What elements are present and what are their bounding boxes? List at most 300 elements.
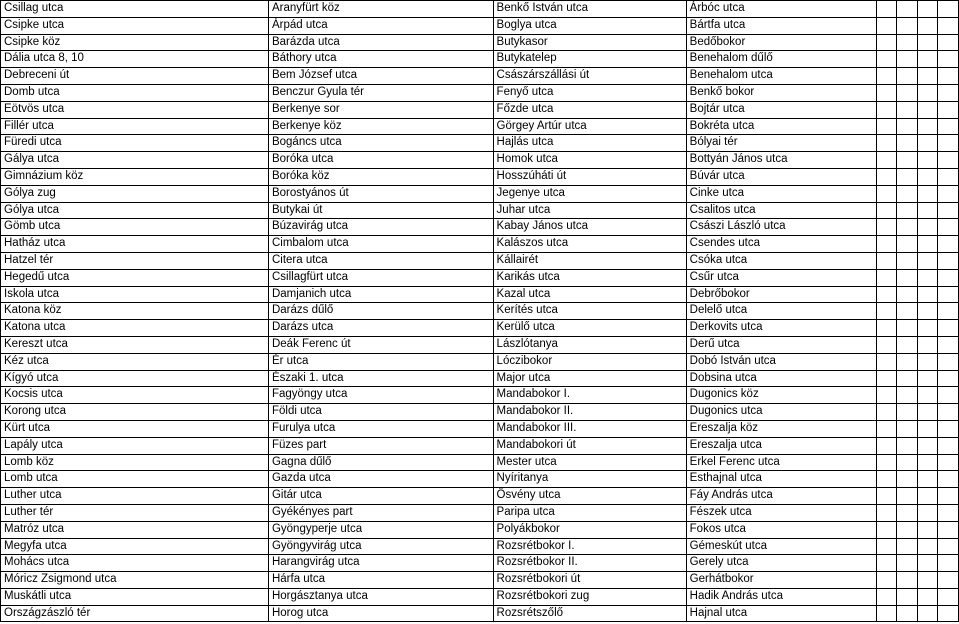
- street-cell[interactable]: Kéz utca: [1, 353, 269, 370]
- empty-cell[interactable]: [938, 51, 959, 68]
- street-cell[interactable]: Berkenye köz: [268, 118, 493, 135]
- street-cell[interactable]: Fagyöngy utca: [268, 387, 493, 404]
- empty-cell[interactable]: [938, 336, 959, 353]
- empty-cell[interactable]: [938, 404, 959, 421]
- empty-cell[interactable]: [897, 504, 918, 521]
- street-cell[interactable]: Rozsrétszőlő: [493, 605, 686, 622]
- table-row: [1, 236, 959, 253]
- table-row: [1, 118, 959, 135]
- street-cell[interactable]: Katona köz: [1, 303, 269, 320]
- street-cell[interactable]: Kazal utca: [493, 286, 686, 303]
- street-cell[interactable]: Gömb utca: [1, 219, 269, 236]
- street-cell[interactable]: Domb utca: [1, 84, 269, 101]
- street-cell[interactable]: Árpád utca: [268, 17, 493, 34]
- empty-cell[interactable]: [917, 1, 938, 18]
- street-cell[interactable]: Csillag utca: [1, 1, 269, 18]
- empty-cell[interactable]: [938, 370, 959, 387]
- empty-cell[interactable]: [876, 286, 897, 303]
- street-cell[interactable]: Csipke köz: [1, 34, 269, 51]
- street-cell[interactable]: Móricz Zsigmond utca: [1, 572, 269, 589]
- street-cell[interactable]: Kocsis utca: [1, 387, 269, 404]
- empty-cell[interactable]: [897, 320, 918, 337]
- empty-cell[interactable]: [876, 68, 897, 85]
- empty-cell[interactable]: [917, 51, 938, 68]
- street-cell[interactable]: Rozsrétbokori út: [493, 572, 686, 589]
- street-cell[interactable]: Lapály utca: [1, 437, 269, 454]
- street-cell[interactable]: Gémeskút utca: [686, 538, 876, 555]
- street-cell[interactable]: Horgásztanya utca: [268, 588, 493, 605]
- empty-cell[interactable]: [938, 84, 959, 101]
- street-cell[interactable]: Kürt utca: [1, 420, 269, 437]
- street-cell[interactable]: Hegedű utca: [1, 269, 269, 286]
- street-cell[interactable]: Bártfa utca: [686, 17, 876, 34]
- street-cell[interactable]: Homok utca: [493, 152, 686, 169]
- street-cell[interactable]: Polyákbokor: [493, 521, 686, 538]
- empty-cell[interactable]: [917, 68, 938, 85]
- empty-cell[interactable]: [897, 252, 918, 269]
- empty-cell[interactable]: [897, 420, 918, 437]
- street-cell[interactable]: Ér utca: [268, 353, 493, 370]
- street-cell[interactable]: Karikás utca: [493, 269, 686, 286]
- street-cell[interactable]: Hosszúháti út: [493, 168, 686, 185]
- street-cell[interactable]: Rozsrétbokor II.: [493, 555, 686, 572]
- empty-cell[interactable]: [917, 101, 938, 118]
- empty-cell[interactable]: [897, 572, 918, 589]
- empty-cell[interactable]: [897, 353, 918, 370]
- empty-cell[interactable]: [938, 185, 959, 202]
- street-cell[interactable]: Gyöngyvirág utca: [268, 538, 493, 555]
- street-cell[interactable]: Kerítés utca: [493, 303, 686, 320]
- empty-cell[interactable]: [917, 572, 938, 589]
- street-cell[interactable]: Derkovits utca: [686, 320, 876, 337]
- street-cell[interactable]: Mandabokor III.: [493, 420, 686, 437]
- street-cell[interactable]: Mohács utca: [1, 555, 269, 572]
- empty-cell[interactable]: [897, 605, 918, 622]
- empty-cell[interactable]: [917, 202, 938, 219]
- empty-cell[interactable]: [917, 84, 938, 101]
- empty-cell[interactable]: [917, 17, 938, 34]
- street-cell[interactable]: Jegenye utca: [493, 185, 686, 202]
- street-cell[interactable]: Butykasor: [493, 34, 686, 51]
- empty-cell[interactable]: [917, 152, 938, 169]
- empty-cell[interactable]: [938, 252, 959, 269]
- empty-cell[interactable]: [917, 538, 938, 555]
- street-cell[interactable]: Lászlótanya: [493, 336, 686, 353]
- empty-cell[interactable]: [876, 572, 897, 589]
- street-cell[interactable]: Földi utca: [268, 404, 493, 421]
- empty-cell[interactable]: [917, 370, 938, 387]
- street-cell[interactable]: Luther utca: [1, 488, 269, 505]
- empty-cell[interactable]: [876, 1, 897, 18]
- empty-cell[interactable]: [876, 488, 897, 505]
- empty-cell[interactable]: [876, 168, 897, 185]
- street-cell[interactable]: Barázda utca: [268, 34, 493, 51]
- street-cell[interactable]: Árbóc utca: [686, 1, 876, 18]
- empty-cell[interactable]: [876, 538, 897, 555]
- street-cell[interactable]: Mandabokor I.: [493, 387, 686, 404]
- empty-cell[interactable]: [897, 286, 918, 303]
- empty-cell[interactable]: [876, 185, 897, 202]
- street-cell[interactable]: Deák Ferenc út: [268, 336, 493, 353]
- empty-cell[interactable]: [897, 219, 918, 236]
- empty-cell[interactable]: [876, 471, 897, 488]
- empty-cell[interactable]: [938, 101, 959, 118]
- street-cell[interactable]: Fenyő utca: [493, 84, 686, 101]
- street-cell[interactable]: Esthajnal utca: [686, 471, 876, 488]
- empty-cell[interactable]: [917, 236, 938, 253]
- empty-cell[interactable]: [876, 17, 897, 34]
- empty-cell[interactable]: [876, 269, 897, 286]
- street-cell[interactable]: Ereszalja utca: [686, 437, 876, 454]
- empty-cell[interactable]: [938, 236, 959, 253]
- street-cell[interactable]: Bokréta utca: [686, 118, 876, 135]
- empty-cell[interactable]: [938, 387, 959, 404]
- empty-cell[interactable]: [917, 118, 938, 135]
- empty-cell[interactable]: [897, 135, 918, 152]
- empty-cell[interactable]: [897, 236, 918, 253]
- empty-cell[interactable]: [917, 320, 938, 337]
- street-cell[interactable]: Mandabokor II.: [493, 404, 686, 421]
- empty-cell[interactable]: [938, 68, 959, 85]
- empty-cell[interactable]: [876, 202, 897, 219]
- street-cell[interactable]: Füzes part: [268, 437, 493, 454]
- empty-cell[interactable]: [897, 269, 918, 286]
- street-cell[interactable]: Gimnázium köz: [1, 168, 269, 185]
- empty-cell[interactable]: [897, 51, 918, 68]
- street-cell[interactable]: Hadik András utca: [686, 588, 876, 605]
- street-cell[interactable]: Csendes utca: [686, 236, 876, 253]
- street-cell[interactable]: Bottyán János utca: [686, 152, 876, 169]
- empty-cell[interactable]: [876, 605, 897, 622]
- street-cell[interactable]: Iskola utca: [1, 286, 269, 303]
- street-cell[interactable]: Hatzel tér: [1, 252, 269, 269]
- empty-cell[interactable]: [897, 588, 918, 605]
- empty-cell[interactable]: [876, 555, 897, 572]
- street-cell[interactable]: Kabay János utca: [493, 219, 686, 236]
- empty-cell[interactable]: [897, 336, 918, 353]
- empty-cell[interactable]: [938, 420, 959, 437]
- empty-cell[interactable]: [917, 504, 938, 521]
- empty-cell[interactable]: [917, 555, 938, 572]
- empty-cell[interactable]: [938, 521, 959, 538]
- empty-cell[interactable]: [938, 118, 959, 135]
- street-cell[interactable]: Bem József utca: [268, 68, 493, 85]
- street-cell[interactable]: Borostyános út: [268, 185, 493, 202]
- empty-cell[interactable]: [897, 17, 918, 34]
- street-cell[interactable]: Dobsina utca: [686, 370, 876, 387]
- street-cell[interactable]: Benkő István utca: [493, 1, 686, 18]
- empty-cell[interactable]: [897, 185, 918, 202]
- empty-cell[interactable]: [897, 488, 918, 505]
- street-cell[interactable]: Bojtár utca: [686, 101, 876, 118]
- street-cell[interactable]: Csillagfürt utca: [268, 269, 493, 286]
- street-cell[interactable]: Boróka utca: [268, 152, 493, 169]
- street-cell[interactable]: Boglya utca: [493, 17, 686, 34]
- empty-cell[interactable]: [897, 101, 918, 118]
- empty-cell[interactable]: [917, 168, 938, 185]
- street-cell[interactable]: Csóka utca: [686, 252, 876, 269]
- street-cell[interactable]: Csűr utca: [686, 269, 876, 286]
- empty-cell[interactable]: [897, 34, 918, 51]
- street-cell[interactable]: Muskátli utca: [1, 588, 269, 605]
- empty-cell[interactable]: [938, 555, 959, 572]
- empty-cell[interactable]: [938, 202, 959, 219]
- street-cell[interactable]: Gólya utca: [1, 202, 269, 219]
- empty-cell[interactable]: [897, 1, 918, 18]
- empty-cell[interactable]: [876, 152, 897, 169]
- street-cell[interactable]: Fokos utca: [686, 521, 876, 538]
- street-cell[interactable]: Gerely utca: [686, 555, 876, 572]
- street-cell[interactable]: Matróz utca: [1, 521, 269, 538]
- street-cell[interactable]: Rozsrétbokori zug: [493, 588, 686, 605]
- street-cell[interactable]: Rozsrétbokor I.: [493, 538, 686, 555]
- empty-cell[interactable]: [876, 252, 897, 269]
- street-cell[interactable]: Fáy András utca: [686, 488, 876, 505]
- empty-cell[interactable]: [897, 84, 918, 101]
- empty-cell[interactable]: [938, 152, 959, 169]
- street-cell[interactable]: Császárszállási út: [493, 68, 686, 85]
- street-cell[interactable]: Görgey Artúr utca: [493, 118, 686, 135]
- table-row: [1, 488, 959, 505]
- empty-cell[interactable]: [917, 135, 938, 152]
- street-cell[interactable]: Furulya utca: [268, 420, 493, 437]
- table-row: [1, 303, 959, 320]
- empty-cell[interactable]: [897, 387, 918, 404]
- street-cell[interactable]: Harangvirág utca: [268, 555, 493, 572]
- street-cell[interactable]: Megyfa utca: [1, 538, 269, 555]
- empty-cell[interactable]: [876, 504, 897, 521]
- street-cell[interactable]: Bólyai tér: [686, 135, 876, 152]
- street-cell[interactable]: Paripa utca: [493, 504, 686, 521]
- empty-cell[interactable]: [917, 387, 938, 404]
- street-cell[interactable]: Búvár utca: [686, 168, 876, 185]
- street-cell[interactable]: Kállairét: [493, 252, 686, 269]
- street-cell[interactable]: Lóczibokor: [493, 353, 686, 370]
- street-cell[interactable]: Országzászló tér: [1, 605, 269, 622]
- empty-cell[interactable]: [876, 454, 897, 471]
- empty-cell[interactable]: [897, 521, 918, 538]
- empty-cell[interactable]: [938, 17, 959, 34]
- empty-cell[interactable]: [917, 269, 938, 286]
- empty-cell[interactable]: [938, 488, 959, 505]
- empty-cell[interactable]: [897, 303, 918, 320]
- empty-cell[interactable]: [938, 286, 959, 303]
- street-cell[interactable]: Gazda utca: [268, 471, 493, 488]
- empty-cell[interactable]: [938, 135, 959, 152]
- empty-cell[interactable]: [938, 34, 959, 51]
- street-cell[interactable]: Fillér utca: [1, 118, 269, 135]
- empty-cell[interactable]: [938, 504, 959, 521]
- street-cell[interactable]: Ösvény utca: [493, 488, 686, 505]
- street-cell[interactable]: Derű utca: [686, 336, 876, 353]
- empty-cell[interactable]: [938, 454, 959, 471]
- street-cell[interactable]: Benehalom dűlő: [686, 51, 876, 68]
- empty-cell[interactable]: [938, 605, 959, 622]
- street-cell[interactable]: Északi 1. utca: [268, 370, 493, 387]
- empty-cell[interactable]: [938, 471, 959, 488]
- empty-cell[interactable]: [917, 34, 938, 51]
- empty-cell[interactable]: [876, 420, 897, 437]
- street-cell[interactable]: Luther tér: [1, 504, 269, 521]
- street-cell[interactable]: Báthory utca: [268, 51, 493, 68]
- empty-cell[interactable]: [897, 538, 918, 555]
- empty-cell[interactable]: [876, 353, 897, 370]
- empty-cell[interactable]: [897, 168, 918, 185]
- street-cell[interactable]: Hajlás utca: [493, 135, 686, 152]
- street-cell[interactable]: Kereszt utca: [1, 336, 269, 353]
- street-cell[interactable]: Dugonics utca: [686, 404, 876, 421]
- empty-cell[interactable]: [876, 320, 897, 337]
- empty-cell[interactable]: [938, 320, 959, 337]
- empty-cell[interactable]: [876, 51, 897, 68]
- street-cell[interactable]: Mandabokori út: [493, 437, 686, 454]
- street-cell[interactable]: Lomb köz: [1, 454, 269, 471]
- street-cell[interactable]: Gyékényes part: [268, 504, 493, 521]
- street-cell[interactable]: Bedőbokor: [686, 34, 876, 51]
- empty-cell[interactable]: [897, 555, 918, 572]
- empty-cell[interactable]: [897, 68, 918, 85]
- empty-cell[interactable]: [917, 185, 938, 202]
- empty-cell[interactable]: [917, 420, 938, 437]
- street-cell[interactable]: Nyíritanya: [493, 471, 686, 488]
- street-cell[interactable]: Citera utca: [268, 252, 493, 269]
- street-cell[interactable]: Hajnal utca: [686, 605, 876, 622]
- empty-cell[interactable]: [917, 303, 938, 320]
- street-cell[interactable]: Berkenye sor: [268, 101, 493, 118]
- street-cell[interactable]: Dália utca 8, 10: [1, 51, 269, 68]
- street-cell[interactable]: Juhar utca: [493, 202, 686, 219]
- street-cell[interactable]: Benkő bokor: [686, 84, 876, 101]
- empty-cell[interactable]: [876, 303, 897, 320]
- street-cell[interactable]: Eötvös utca: [1, 101, 269, 118]
- empty-cell[interactable]: [938, 168, 959, 185]
- street-cell[interactable]: Katona utca: [1, 320, 269, 337]
- street-cell[interactable]: Fészek utca: [686, 504, 876, 521]
- empty-cell[interactable]: [917, 336, 938, 353]
- street-cell[interactable]: Aranyfürt köz: [268, 1, 493, 18]
- street-cell[interactable]: Ereszalja köz: [686, 420, 876, 437]
- empty-cell[interactable]: [876, 404, 897, 421]
- street-cell[interactable]: Gerhátbokor: [686, 572, 876, 589]
- empty-cell[interactable]: [938, 269, 959, 286]
- street-cell[interactable]: Darázs utca: [268, 320, 493, 337]
- empty-cell[interactable]: [897, 202, 918, 219]
- street-cell[interactable]: Kerülő utca: [493, 320, 686, 337]
- empty-cell[interactable]: [917, 588, 938, 605]
- street-cell[interactable]: Mester utca: [493, 454, 686, 471]
- empty-cell[interactable]: [917, 353, 938, 370]
- street-cell[interactable]: Gyöngyperje utca: [268, 521, 493, 538]
- empty-cell[interactable]: [917, 219, 938, 236]
- empty-cell[interactable]: [876, 387, 897, 404]
- empty-cell[interactable]: [876, 34, 897, 51]
- empty-cell[interactable]: [876, 336, 897, 353]
- street-cell[interactable]: Bogáncs utca: [268, 135, 493, 152]
- street-cell[interactable]: Butykatelep: [493, 51, 686, 68]
- empty-cell[interactable]: [897, 152, 918, 169]
- street-cell[interactable]: Kalászos utca: [493, 236, 686, 253]
- street-cell[interactable]: Damjanich utca: [268, 286, 493, 303]
- street-cell[interactable]: Benehalom utca: [686, 68, 876, 85]
- empty-cell[interactable]: [876, 588, 897, 605]
- empty-cell[interactable]: [876, 118, 897, 135]
- empty-cell[interactable]: [917, 286, 938, 303]
- street-cell[interactable]: Darázs dűlő: [268, 303, 493, 320]
- street-cell[interactable]: Hatház utca: [1, 236, 269, 253]
- empty-cell[interactable]: [876, 370, 897, 387]
- street-cell[interactable]: Debrőbokor: [686, 286, 876, 303]
- street-cell[interactable]: Füredi utca: [1, 135, 269, 152]
- empty-cell[interactable]: [876, 84, 897, 101]
- street-cell[interactable]: Delelő utca: [686, 303, 876, 320]
- street-cell[interactable]: Benczur Gyula tér: [268, 84, 493, 101]
- empty-cell[interactable]: [897, 471, 918, 488]
- empty-cell[interactable]: [917, 404, 938, 421]
- street-cell[interactable]: Gólya zug: [1, 185, 269, 202]
- street-cell[interactable]: Cimbalom utca: [268, 236, 493, 253]
- street-cell[interactable]: Búzavirág utca: [268, 219, 493, 236]
- street-cell[interactable]: Debreceni út: [1, 68, 269, 85]
- empty-cell[interactable]: [917, 252, 938, 269]
- empty-cell[interactable]: [917, 488, 938, 505]
- empty-cell[interactable]: [897, 454, 918, 471]
- empty-cell[interactable]: [917, 471, 938, 488]
- street-cell[interactable]: Cinke utca: [686, 185, 876, 202]
- empty-cell[interactable]: [917, 605, 938, 622]
- empty-cell[interactable]: [938, 1, 959, 18]
- empty-cell[interactable]: [938, 437, 959, 454]
- empty-cell[interactable]: [876, 219, 897, 236]
- empty-cell[interactable]: [938, 538, 959, 555]
- empty-cell[interactable]: [876, 135, 897, 152]
- empty-cell[interactable]: [917, 437, 938, 454]
- street-cell[interactable]: Gálya utca: [1, 152, 269, 169]
- street-cell[interactable]: Boróka köz: [268, 168, 493, 185]
- street-cell[interactable]: Major utca: [493, 370, 686, 387]
- street-cell[interactable]: Erkel Ferenc utca: [686, 454, 876, 471]
- street-cell[interactable]: Csalitos utca: [686, 202, 876, 219]
- empty-cell[interactable]: [938, 219, 959, 236]
- empty-cell[interactable]: [897, 118, 918, 135]
- street-cell[interactable]: Dugonics köz: [686, 387, 876, 404]
- empty-cell[interactable]: [897, 404, 918, 421]
- street-cell[interactable]: Császi László utca: [686, 219, 876, 236]
- empty-cell[interactable]: [917, 454, 938, 471]
- street-cell[interactable]: Dobó István utca: [686, 353, 876, 370]
- street-cell[interactable]: Horog utca: [268, 605, 493, 622]
- empty-cell[interactable]: [897, 370, 918, 387]
- empty-cell[interactable]: [938, 588, 959, 605]
- empty-cell[interactable]: [917, 521, 938, 538]
- street-cell[interactable]: Kígyó utca: [1, 370, 269, 387]
- street-cell[interactable]: Hárfa utca: [268, 572, 493, 589]
- empty-cell[interactable]: [938, 353, 959, 370]
- empty-cell[interactable]: [876, 101, 897, 118]
- street-cell[interactable]: Csipke utca: [1, 17, 269, 34]
- street-cell[interactable]: Lomb utca: [1, 471, 269, 488]
- street-cell[interactable]: Gagna dűlő: [268, 454, 493, 471]
- empty-cell[interactable]: [876, 236, 897, 253]
- street-cell[interactable]: Korong utca: [1, 404, 269, 421]
- street-cell[interactable]: Butykai út: [268, 202, 493, 219]
- empty-cell[interactable]: [876, 437, 897, 454]
- empty-cell[interactable]: [938, 303, 959, 320]
- street-cell[interactable]: Gitár utca: [268, 488, 493, 505]
- empty-cell[interactable]: [876, 521, 897, 538]
- street-cell[interactable]: Főzde utca: [493, 101, 686, 118]
- empty-cell[interactable]: [897, 437, 918, 454]
- empty-cell[interactable]: [938, 572, 959, 589]
